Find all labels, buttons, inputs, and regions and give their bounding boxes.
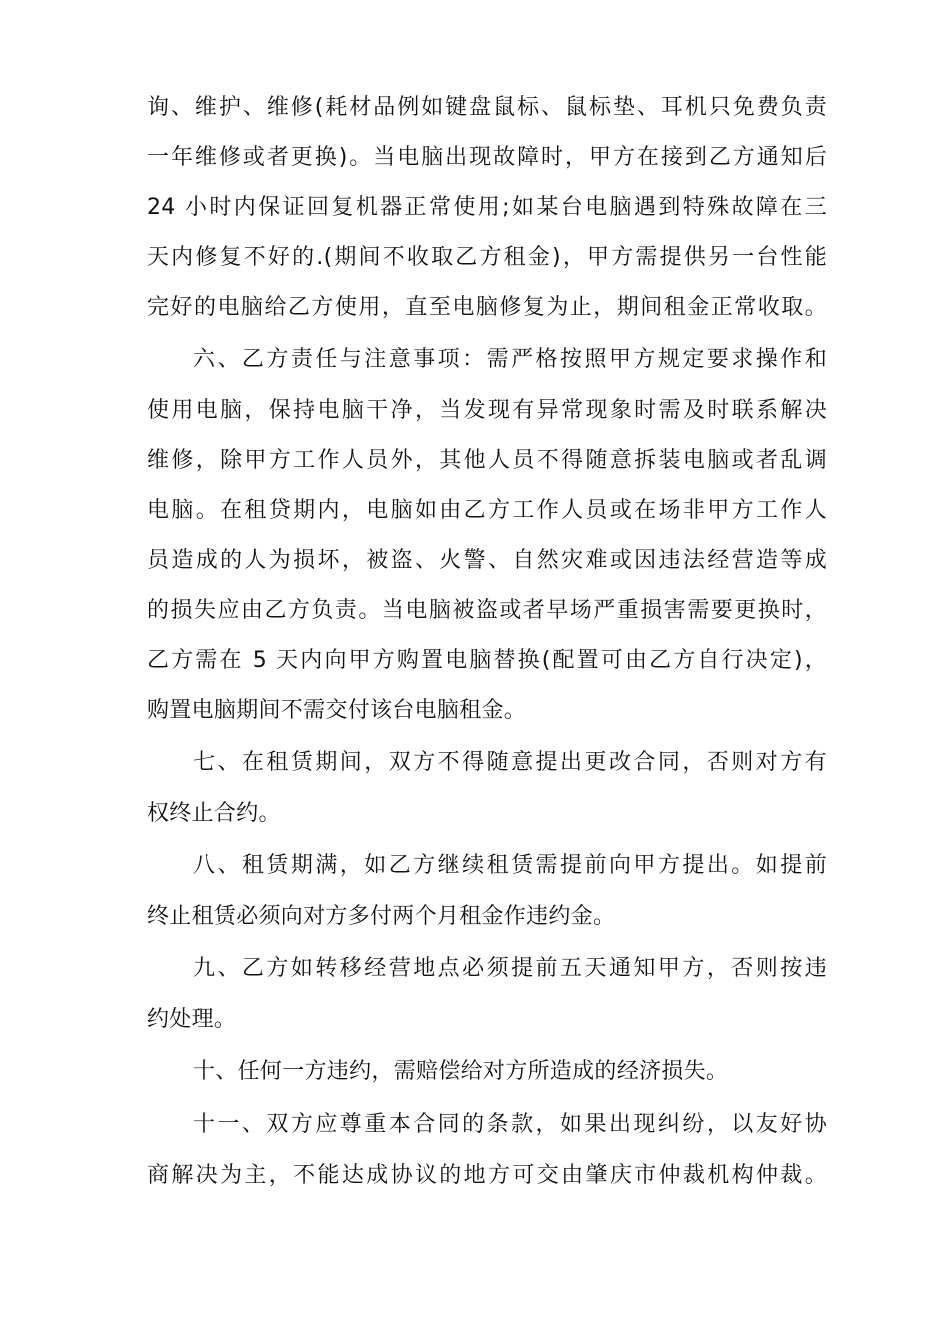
text-line-18: 九、乙方如转移经营地点必须提前五天通知甲方，否则按违	[193, 956, 827, 981]
text-line-19: 约处理。	[147, 1007, 237, 1032]
text-line-1: 询、维护、维修(耗材品例如键盘鼠标、鼠标垫、耳机只免费负责	[147, 95, 827, 120]
text-line-9: 电脑。在租贷期内，电脑如由乙方工作人员或在场非甲方工作人	[147, 498, 827, 523]
text-line-11: 的损失应由乙方负责。当电脑被盗或者早场严重损害需要更换时，	[147, 598, 827, 623]
document-body	[147, 83, 827, 1201]
text-line-8: 维修，除甲方工作人员外，其他人员不得随意拆装电脑或者乱调	[147, 448, 827, 473]
text-line-2: 一年维修或者更换)。当电脑出现故障时，甲方在接到乙方通知后	[147, 145, 827, 170]
text-line-7: 使用电脑，保持电脑干净，当发现有异常现象时需及时联系解决	[147, 398, 827, 423]
text-line-5: 完好的电脑给乙方使用，直至电脑修复为止，期间租金正常收取。	[147, 295, 827, 320]
text-line-20: 十、任何一方违约，需赔偿给对方所造成的经济损失。	[193, 1059, 729, 1084]
text-line-10: 员造成的人为损坏，被盗、火警、自然灾难或因违法经营造等成	[147, 548, 827, 573]
text-line-17: 终止租赁必须向对方多付两个月租金作违约金。	[147, 904, 616, 929]
text-line-16: 八、租赁期满，如乙方继续租赁需提前向甲方提出。如提前	[193, 853, 827, 878]
text-line-6: 六、乙方责任与注意事项：需严格按照甲方规定要求操作和	[193, 347, 827, 372]
text-line-22: 商解决为主，不能达成协议的地方可交由肇庆市仲裁机构仲裁。	[147, 1163, 827, 1188]
text-line-13: 购置电脑期间不需交付该台电脑租金。	[147, 698, 527, 723]
text-line-3: 24 小时内保证回复机器正常使用;如某台电脑遇到特殊故障在三	[147, 195, 827, 220]
text-line-14: 七、在租赁期间，双方不得随意提出更改合同，否则对方有	[193, 750, 827, 775]
text-line-4: 天内修复不好的.(期间不收取乙方租金)，甲方需提供另一台性能	[147, 245, 827, 270]
text-line-12: 乙方需在 5 天内向甲方购置电脑替换(配置可由乙方自行决定)，	[147, 648, 827, 673]
text-line-15: 权终止合约。	[147, 801, 281, 826]
text-line-21: 十一、双方应尊重本合同的条款，如果出现纠纷，以友好协	[193, 1112, 827, 1137]
